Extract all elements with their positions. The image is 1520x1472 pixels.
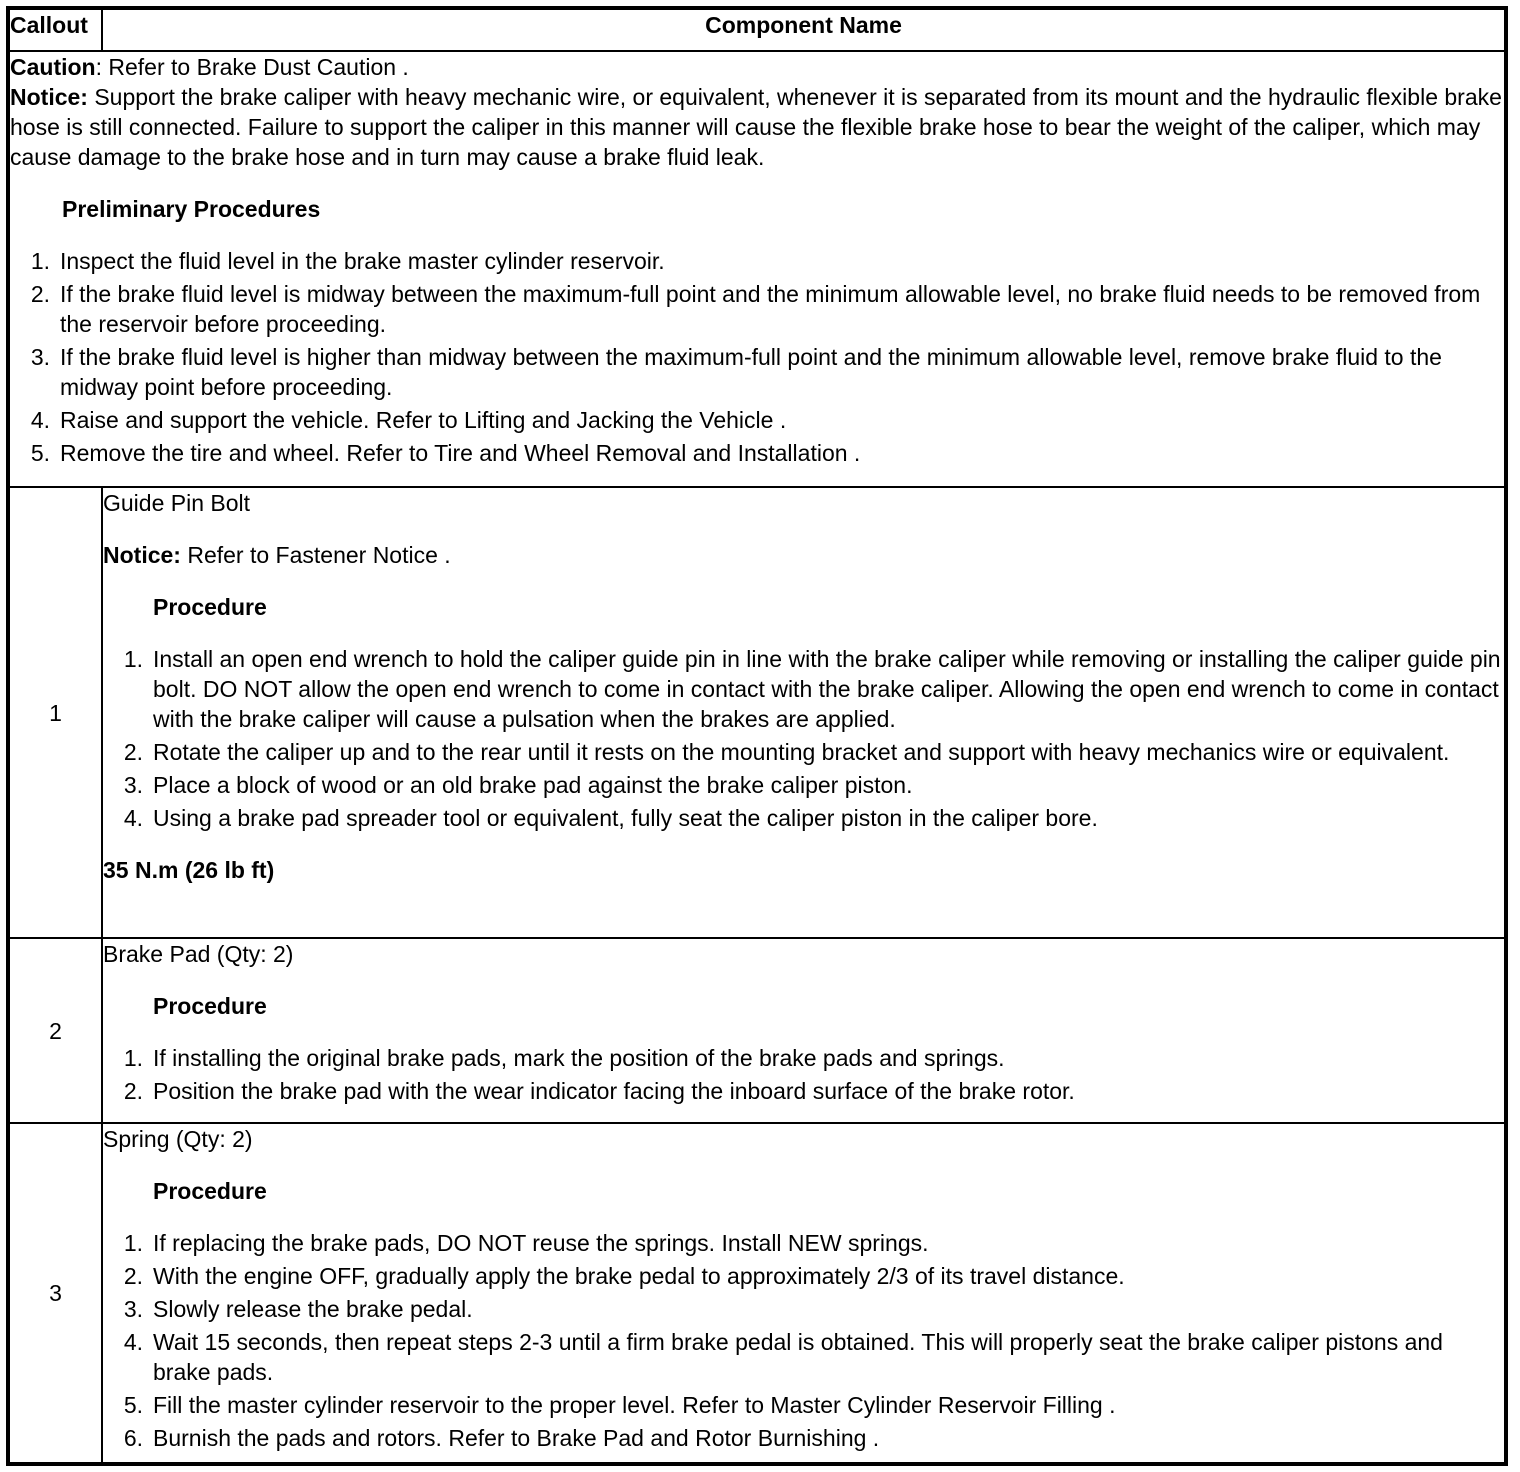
step-number: 5.: [30, 440, 50, 466]
step-text: With the engine OFF, gradually apply the brake pedal to approximately 2/3 of its travel distance.: [153, 1263, 1125, 1289]
procedure-steps: [103, 644, 1504, 833]
table-row: [8, 1123, 1506, 1464]
notice-text: Refer to Fastener Notice .: [180, 542, 451, 568]
procedure-title: Procedure: [153, 594, 267, 620]
callout-header: Callout: [8, 8, 102, 51]
list-item: [103, 1294, 1504, 1324]
callout-number: 3: [8, 1123, 102, 1464]
list-item: [103, 803, 1504, 833]
header-row: [8, 8, 1506, 51]
step-number: 1.: [30, 248, 50, 274]
step-number: 4.: [123, 1329, 143, 1355]
procedure-steps: [103, 1228, 1504, 1453]
step-number: 3.: [123, 772, 143, 798]
step-text: Install an open end wrench to hold the caliper guide pin in line with the brake caliper while removing or installing the caliper guide pin bolt. DO NOT allow the open end wrench to come in contact with the brake caliper. Allowing the open end wrench to come in contact with the brake caliper will cause a pulsation when the brakes are applied.: [153, 646, 1501, 732]
torque-spec: [103, 855, 1504, 885]
step-text: Slowly release the brake pedal.: [153, 1296, 473, 1322]
component-cell: [102, 938, 1506, 1123]
list-item: [103, 1390, 1504, 1420]
preliminary-procedures-title: Preliminary Procedures: [62, 196, 321, 222]
step-text: If the brake fluid level is midway between the maximum-full point and the minimum allowable level, no brake fluid needs to be removed from the reservoir before proceeding.: [60, 281, 1481, 337]
component-name: Spring (Qty: 2): [103, 1126, 253, 1152]
notice-paragraph: [10, 82, 1504, 172]
intro-cell: [8, 51, 1506, 487]
component-name-header: Component Name: [102, 8, 1506, 51]
list-item: [103, 1076, 1504, 1106]
callout-number: 1: [8, 487, 102, 938]
step-number: 2.: [123, 1078, 143, 1104]
step-number: 3.: [123, 1296, 143, 1322]
procedure-steps: [103, 1043, 1504, 1106]
step-text: Position the brake pad with the wear indicator facing the inboard surface of the brake rotor.: [153, 1078, 1075, 1104]
notice-label: Notice:: [10, 84, 88, 110]
step-number: 2.: [123, 1263, 143, 1289]
procedure-title: Procedure: [153, 993, 267, 1019]
caution-line: [10, 52, 1504, 82]
caution-label: Caution: [10, 54, 96, 80]
list-item: [103, 1043, 1504, 1073]
step-text: Remove the tire and wheel. Refer to Tire and Wheel Removal and Installation .: [60, 440, 861, 466]
component-name: Guide Pin Bolt: [103, 490, 251, 516]
list-item: [103, 1423, 1504, 1453]
notice-text: Support the brake caliper with heavy mechanic wire, or equivalent, whenever it is separated from its mount and the hydraulic flexible brake hose is still connected. Failure to support the caliper in this manner will cause the flexible brake hose to bear the weight of the caliper, which may cause damage to the brake hose and in turn may cause a brake fluid leak.: [10, 84, 1502, 170]
step-number: 1.: [123, 1230, 143, 1256]
component-name: Brake Pad (Qty: 2): [103, 941, 294, 967]
step-number: 4.: [123, 805, 143, 831]
step-text: Place a block of wood or an old brake pad against the brake caliper piston.: [153, 772, 913, 798]
step-text: Burnish the pads and rotors. Refer to Brake Pad and Rotor Burnishing .: [153, 1425, 880, 1451]
step-number: 6.: [123, 1425, 143, 1451]
step-number: 4.: [30, 407, 50, 433]
step-text: Fill the master cylinder reservoir to the proper level. Refer to Master Cylinder Reservoir Filling .: [153, 1392, 1116, 1418]
list-item: [10, 438, 1504, 468]
torque-value: 35 N.m (26 lb ft): [103, 857, 275, 883]
list-item: [10, 279, 1504, 339]
component-table: [6, 6, 1508, 1466]
list-item: [10, 405, 1504, 435]
step-text: Wait 15 seconds, then repeat steps 2-3 until a firm brake pedal is obtained. This will properly seat the brake caliper pistons and brake pads.: [153, 1329, 1443, 1385]
procedure-title: Procedure: [153, 1178, 267, 1204]
table-row: [8, 938, 1506, 1123]
step-number: 2.: [123, 739, 143, 765]
list-item: [103, 770, 1504, 800]
preliminary-steps: [10, 246, 1504, 468]
list-item: [103, 1228, 1504, 1258]
step-number: 3.: [30, 344, 50, 370]
component-cell: [102, 487, 1506, 938]
step-text: If the brake fluid level is higher than midway between the maximum-full point and the minimum allowable level, remove brake fluid to the midway point before proceeding.: [60, 344, 1442, 400]
step-text: If installing the original brake pads, mark the position of the brake pads and springs.: [153, 1045, 1005, 1071]
caution-text: : Refer to Brake Dust Caution .: [95, 54, 409, 80]
step-text: Raise and support the vehicle. Refer to Lifting and Jacking the Vehicle .: [60, 407, 787, 433]
list-item: [103, 1327, 1504, 1387]
step-number: 1.: [123, 1045, 143, 1071]
list-item: [103, 1261, 1504, 1291]
step-number: 2.: [30, 281, 50, 307]
step-text: Inspect the fluid level in the brake master cylinder reservoir.: [60, 248, 665, 274]
step-text: Rotate the caliper up and to the rear until it rests on the mounting bracket and support with heavy mechanics wire or equivalent.: [153, 739, 1450, 765]
step-number: 5.: [123, 1392, 143, 1418]
list-item: [10, 342, 1504, 402]
step-text: If replacing the brake pads, DO NOT reuse the springs. Install NEW springs.: [153, 1230, 929, 1256]
callout-number: 2: [8, 938, 102, 1123]
component-cell: [102, 1123, 1506, 1464]
notice-line: [103, 540, 1504, 570]
list-item: [103, 737, 1504, 767]
intro-row: [8, 51, 1506, 487]
list-item: [103, 644, 1504, 734]
step-number: 1.: [123, 646, 143, 672]
list-item: [10, 246, 1504, 276]
table-row: [8, 487, 1506, 938]
step-text: Using a brake pad spreader tool or equivalent, fully seat the caliper piston in the caliper bore.: [153, 805, 1098, 831]
notice-label: Notice:: [103, 542, 181, 568]
